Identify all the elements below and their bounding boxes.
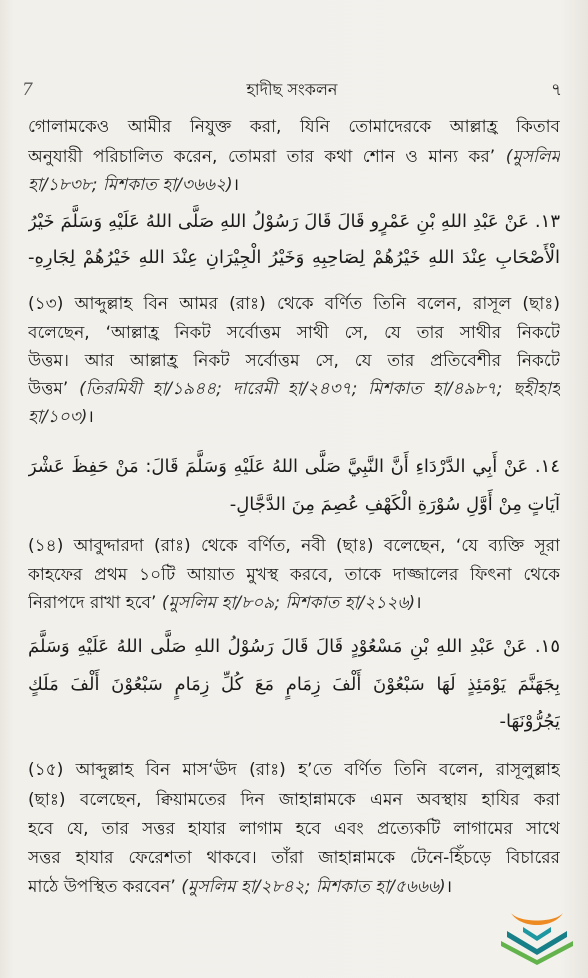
- bengali-line: [28, 290, 560, 318]
- bengali-line: [28, 756, 560, 784]
- line-text: (১৫) আব্দুল্লাহ বিন মাস‘ঊদ (রাঃ) হ’তে বর্ণিত তিনি বলেন, রাসূলুল্লাহ: [28, 760, 560, 780]
- logo-orange-arc: [511, 913, 563, 925]
- running-header: [22, 78, 562, 102]
- bengali-line: [28, 844, 560, 872]
- citation: হা/১০৩): [28, 407, 88, 427]
- line-text: নিরাপদে রাখা হবে’: [28, 593, 157, 613]
- arabic-line: ١٤. عَنْ أَبِي الدَّرْدَاءِ أَنَّ النَّبِيَّ صَلَّى اللهُ عَلَيْهِ وَسَلَّمَ قَالَ: مَنْ حَفِظَ عَشْرَ: [28, 456, 560, 477]
- line-end: ।: [415, 593, 422, 613]
- line-text: হবে যে, তার সত্তর হাযার লাগাম হবে এবং প্রত্যেকটি লাগামের সাথে: [28, 819, 560, 839]
- page-number: ৭: [550, 80, 562, 100]
- line-text: বলেছেন, ‘আল্লাহ্র নিকট সর্বোত্তম সাথী সে, যে তার সাথীর নিকটে: [28, 323, 560, 343]
- bengali-line: [28, 403, 560, 431]
- bengali-line: [28, 561, 560, 589]
- text-line: [28, 143, 560, 171]
- citation: (মুসলিম হা/৮০৯; মিশকাত হা/২১২৬): [161, 593, 416, 613]
- bengali-line: [28, 873, 560, 901]
- line-end: ।: [445, 877, 453, 897]
- arabic-line: بِجَهَنَّمَ يَوْمَئِذٍ لَهَا سَبْعُوْنَ أَلْفَ زِمَامٍ مَعَ كُلِّ زِمَامٍ سَبْعُوْنَ أَلْفَ مَلَكٍ: [28, 674, 560, 695]
- line-text: (১৪) আবুদ্দারদা (রাঃ) থেকে বর্ণিত, নবী (ছাঃ) বলেছেন, ‘যে ব্যক্তি সূরা: [28, 536, 560, 556]
- citation: হা/১৮৩৮; মিশকাত হা/৩৬৬২): [28, 175, 233, 195]
- bengali-line: [28, 532, 560, 560]
- open-book-logo-icon: [497, 907, 577, 965]
- bengali-line: [28, 319, 560, 347]
- line-text: (১৩) আব্দুল্লাহ বিন আমর (রাঃ) থেকে বর্ণিত তিনি বলেন, রাসূল (ছাঃ): [28, 294, 560, 314]
- citation: (মুসলিম হা/২৮৪২; মিশকাত হা/৫৬৬৬): [181, 877, 446, 897]
- text-line: [28, 113, 560, 141]
- line-text: মাঠে উপস্থিত করবেন’: [28, 877, 176, 897]
- line-text: অনুযায়ী পরিচালিত করেন, তোমরা তার কথা শোন ও মান্য কর’: [28, 147, 496, 167]
- logo-teal-top-layer: [523, 927, 551, 941]
- text-line: [28, 171, 560, 199]
- book-title: হাদীছ সংকলন: [246, 80, 338, 99]
- arabic-line: ١٥. عَنْ عَبْدِ اللهِ بْنِ مَسْعُوْدٍ قَالَ قَالَ رَسُوْلُ اللهِ صَلَّى اللهُ عَلَيْهِ وَسَلَّمَ: [28, 636, 560, 657]
- bengali-line: [28, 589, 560, 617]
- line-text: গোলামকেও আমীর নিযুক্ত করা, যিনি তোমাদেরকে আল্লাহ্র কিতাব: [28, 117, 560, 137]
- line-text: (ছাঃ) বলেছেন, ক্বিয়ামতের দিন জাহান্নামকে এমন অবস্থায় হাযির করা: [28, 790, 560, 810]
- bengali-line: [28, 347, 560, 375]
- line-text: সত্তর হাযার ফেরেশতা থাকবে। তাঁরা জাহান্নামকে টেনে-হিঁচড়ে বিচারের: [28, 848, 560, 868]
- line-end: ।: [87, 407, 94, 427]
- arabic-line: آيَاتٍ مِنْ أَوَّلِ سُوْرَةِ الْكَهْفِ عُصِمَ مِنَ الدَّجَّالِ-: [229, 494, 560, 515]
- line-text: কাহফের প্রথম ১০টি আয়াত মুখস্থ করবে, তাকে দাজ্জালের ফিৎনা থেকে: [28, 565, 560, 585]
- line-end: ।: [232, 175, 240, 195]
- bengali-line: [28, 815, 560, 843]
- line-text: উত্তম। আর আল্লাহ্র নিকট সর্বোত্তম সে, যে তার প্রতিবেশীর নিকটে: [28, 351, 560, 371]
- arabic-line: ١٣. عَنْ عَبْدِ اللهِ بْنِ عَمْرٍو قَالَ قَالَ رَسُوْلُ اللهِ صَلَّى اللهُ عَلَيْهِ وَسَلَّمَ خَيْرُ: [28, 211, 560, 232]
- bengali-line: [28, 786, 560, 814]
- arabic-line: الْأَصْحَابِ عِنْدَ اللهِ خَيْرُهُمْ لِصَاحِبِهِ وَخَيْرُ الْجِيْرَانِ عِنْدَ اللهِ خَيْرُهُمْ لِجَارِهِ-: [28, 247, 560, 268]
- arabic-line: يَجُرُّوْنَهَا-: [499, 711, 560, 732]
- line-text: উত্তম’: [28, 379, 69, 399]
- handwritten-page-mark: 7: [22, 80, 33, 100]
- citation: (তিরমিযী হা/১৯৪৪; দারেমী হা/২৪৩৭; মিশকাত হা/৪৯৮৭; ছহীহাহ: [79, 379, 560, 399]
- citation: (মুসলিম: [505, 147, 560, 167]
- bengali-line: [28, 375, 560, 403]
